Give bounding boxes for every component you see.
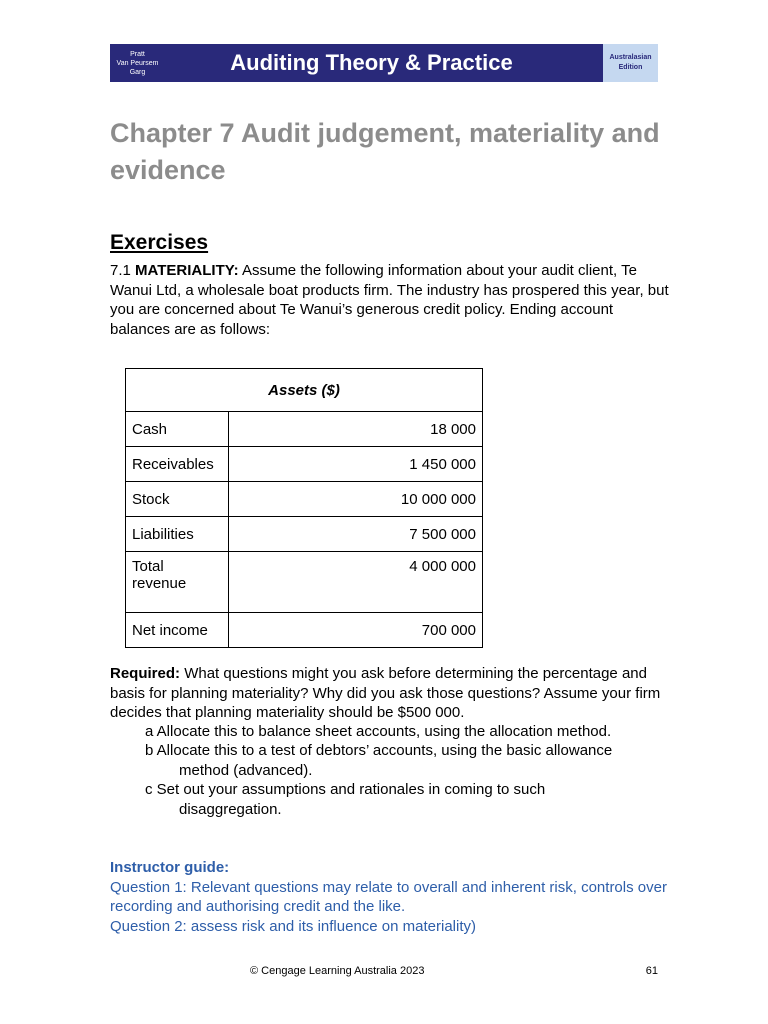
table-row xyxy=(126,482,483,517)
page-number: 61 xyxy=(645,965,658,977)
row-label: Liabilities xyxy=(126,517,229,552)
table-row xyxy=(126,412,483,447)
table-header: Assets ($) xyxy=(126,369,483,412)
table-header-row xyxy=(126,369,483,412)
row-label: Cash xyxy=(126,412,229,447)
row-label: Receivables xyxy=(126,447,229,482)
edition-line: Australasian xyxy=(609,54,652,61)
row-value: 18 000 xyxy=(229,412,483,447)
row-value: 4 000 000 xyxy=(229,552,483,613)
row-value: 700 000 xyxy=(229,613,483,648)
author-name: Pratt xyxy=(130,50,145,58)
guide-question-1: Question 1: Relevant questions may relate to overall and inherent risk, controls over recording and authorising credit and the like. xyxy=(110,878,667,915)
row-label: Total revenue xyxy=(126,552,229,613)
required-item-a: a Allocate this to balance sheet accounts, using the allocation method. xyxy=(145,723,612,740)
guide-question-2: Question 2: assess risk and its influence on materiality) xyxy=(110,917,476,935)
chapter-title: Chapter 7 Audit judgement, materiality and evidence xyxy=(110,118,660,185)
guide-heading: Instructor guide: xyxy=(110,859,230,876)
row-label: Stock xyxy=(126,482,229,517)
required-label: Required: xyxy=(110,665,181,682)
exercise-intro xyxy=(110,261,670,339)
required-item-c: c Set out your assumptions and rationales in coming to such xyxy=(145,781,546,798)
author-name: Van Peursem xyxy=(116,59,159,67)
required-item-b: b Allocate this to a test of debtors’ accounts, using the basic allowance xyxy=(145,742,613,759)
exercise-label: MATERIALITY: xyxy=(135,262,239,279)
required-item-b-cont: method (advanced). xyxy=(179,762,313,779)
row-value: 10 000 000 xyxy=(229,482,483,517)
table-row xyxy=(126,613,483,648)
assets-table xyxy=(125,368,483,648)
author-name: Garg xyxy=(129,68,146,76)
row-label: Net income xyxy=(126,613,229,648)
required-paragraph xyxy=(110,664,670,723)
row-value: 1 450 000 xyxy=(229,447,483,482)
table-row xyxy=(126,517,483,552)
table-row xyxy=(126,447,483,482)
required-text: What questions might you ask before determining the percentage and basis for planning materiality? Why did you ask those questions? Assume your firm decides that planning materiality should be $500 000. xyxy=(110,665,661,721)
footer-copyright: © Cengage Learning Australia 2023 xyxy=(250,965,425,977)
edition-badge xyxy=(603,44,658,82)
exercise-number: 7.1 xyxy=(110,262,131,279)
banner-authors xyxy=(110,44,165,82)
row-value: 7 500 000 xyxy=(229,517,483,552)
required-item-c-cont: disaggregation. xyxy=(179,801,282,818)
book-title: Auditing Theory & Practice xyxy=(230,50,513,75)
exercise-text: Assume the following information about your audit client, Te Wanui Ltd, a wholesale boat products firm. The industry has prospered this year, but you are concerned about Te Wanui’s generous credit policy. Ending account balances are as follows: xyxy=(110,262,669,338)
exercises-heading: Exercises xyxy=(110,231,209,254)
edition-line: Edition xyxy=(618,64,643,71)
instructor-guide xyxy=(110,858,670,936)
header-banner xyxy=(110,44,658,82)
table-row xyxy=(126,552,483,613)
